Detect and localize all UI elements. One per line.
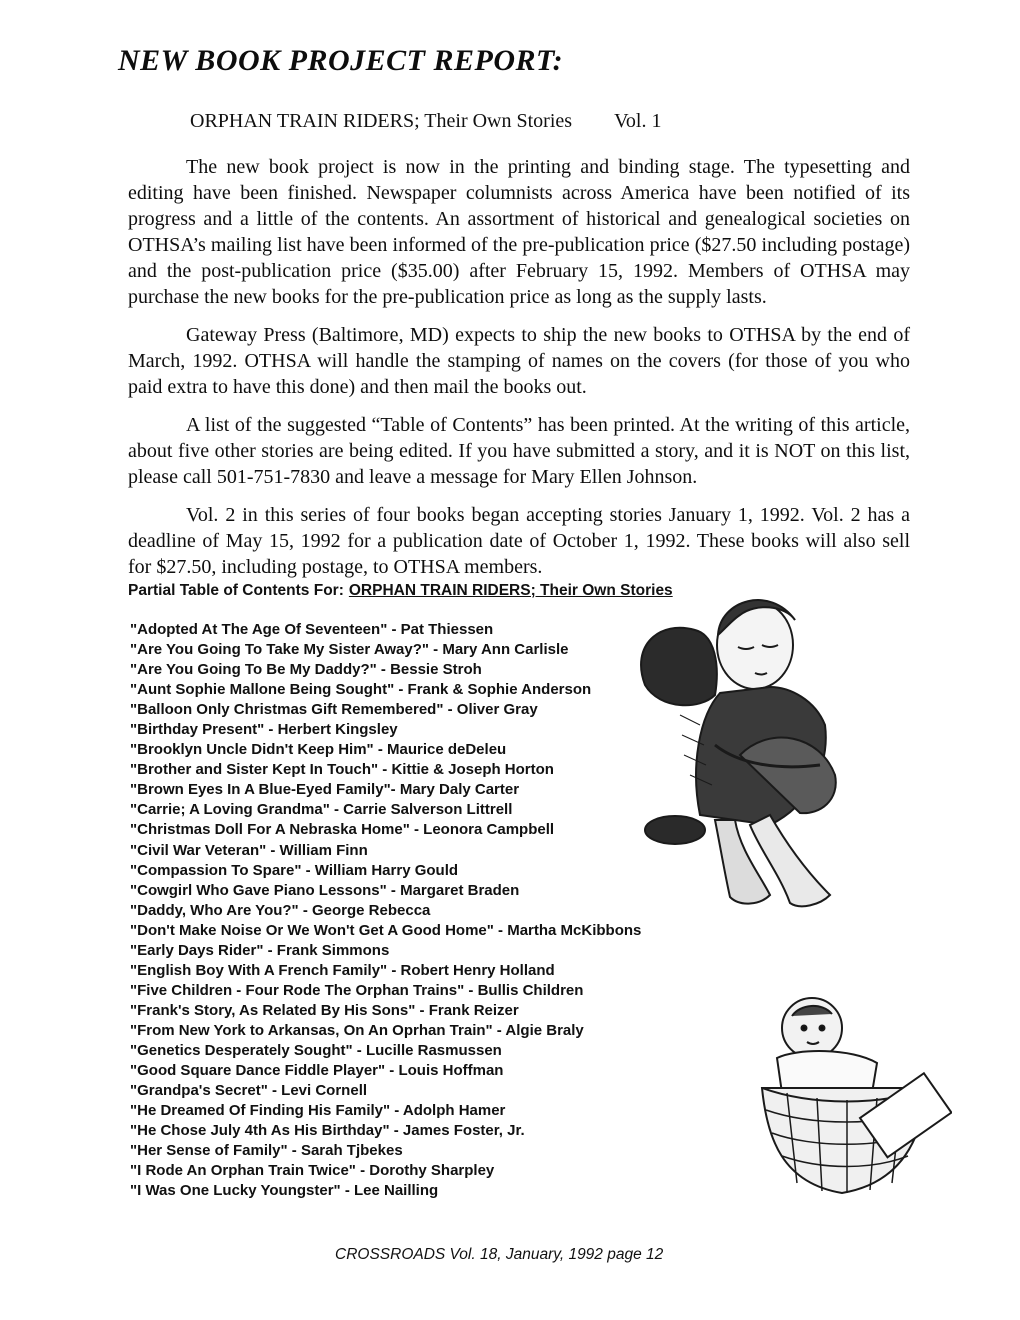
toc-entry: "Christmas Doll For A Nebraska Home" - Leonora Campbell: [130, 821, 555, 839]
toc-entry: "Cowgirl Who Gave Piano Lessons" - Margaret Braden: [130, 881, 520, 899]
toc-entry: "Good Square Dance Fiddle Player" - Louis Hoffman: [130, 1062, 504, 1080]
toc-entry: "Genetics Desperately Sought" - Lucille Rasmussen: [130, 1041, 502, 1059]
paragraph-volume-two: Vol. 2 in this series of four books began accepting stories January 1, 1992. Vol. 2 has a deadline of May 15, 1992 for a publication date of October 1, 1992. These books will also sell for $27.50, including postage, to OTHSA members.: [128, 504, 910, 578]
toc-entry: "Birthday Present" - Herbert Kingsley: [130, 721, 398, 739]
baby-in-basket-illustration: [742, 988, 952, 1203]
toc-entry: "Don't Make Noise Or We Won't Get A Good Home" - Martha McKibbons: [130, 921, 642, 939]
toc-entry: "From New York to Arkansas, On An Oprhan Train" - Algie Braly: [130, 1021, 584, 1039]
toc-entry: "Early Days Rider" - Frank Simmons: [130, 941, 390, 959]
toc-entry: "Brother and Sister Kept In Touch" - Kittie & Joseph Horton: [130, 761, 554, 779]
book-subtitle: [190, 110, 661, 133]
paragraph-shipping: Gateway Press (Baltimore, MD) expects to ship the new books to OTHSA by the end of March, 1992. OTHSA will handle the stamping of names on the covers (for those of you who paid extra to have this done) and then mail the books out.: [128, 324, 910, 398]
toc-book-title: ORPHAN TRAIN RIDERS; Their Own Stories: [348, 582, 673, 599]
toc-entry: "Balloon Only Christmas Gift Remembered" - Oliver Gray: [130, 701, 538, 719]
toc-entry: "Frank's Story, As Related By His Sons" - Frank Reizer: [130, 1001, 519, 1019]
toc-entry: "Brown Eyes In A Blue-Eyed Family"- Mary Daly Carter: [130, 781, 520, 799]
article-body: [128, 154, 910, 592]
toc-entry: "He Chose July 4th As His Birthday" - James Foster, Jr.: [130, 1122, 525, 1140]
toc-entry: "I Was One Lucky Youngster" - Lee Nailling: [130, 1182, 439, 1200]
toc-entry: "Her Sense of Family" - Sarah Tjbekes: [130, 1142, 403, 1160]
toc-entry: "Carrie; A Loving Grandma" - Carrie Salverson Littrell: [130, 801, 513, 819]
toc-entry: "Civil War Veteran" - William Finn: [130, 841, 368, 859]
page-title: NEW BOOK PROJECT REPORT:: [118, 44, 564, 77]
toc-entry: "Five Children - Four Rode The Orphan Trains" - Bullis Children: [130, 981, 584, 999]
page-footer: CROSSROADS Vol. 18, January, 1992 page 12: [335, 1246, 664, 1263]
book-title-text: ORPHAN TRAIN RIDERS; Their Own Stories: [190, 110, 573, 132]
toc-entry: "Compassion To Spare" - William Harry Gould: [130, 861, 459, 879]
toc-entry: "English Boy With A French Family" - Robert Henry Holland: [130, 961, 555, 979]
volume-label: Vol. 1: [614, 110, 662, 132]
toc-entry: "Grandpa's Secret" - Levi Cornell: [130, 1082, 368, 1100]
toc-entry: "Daddy, Who Are You?" - George Rebecca: [130, 901, 431, 919]
toc-heading: [128, 582, 673, 600]
sleeping-boy-illustration: [620, 575, 850, 925]
paragraph-printing-status: The new book project is now in the printing and binding stage. The typesetting and editing have been finished. Newspaper columnists across America have been notified of its progress and a little of the contents. An assortment of historical and genealogical societies on OTHSA’s mailing list have been informed of the pre-publication price ($27.50 including postage) and the post-publication price ($35.00) after February 15, 1992. Members of OTHSA may purchase the new books for the pre-publication price as long as the supply lasts.: [128, 156, 910, 308]
toc-entry: "Adopted At The Age Of Seventeen" - Pat Thiessen: [130, 621, 494, 638]
toc-entry: "Aunt Sophie Mallone Being Sought" - Frank & Sophie Anderson: [130, 681, 592, 699]
toc-entry: "Are You Going To Be My Daddy?" - Bessie Stroh: [130, 661, 482, 679]
toc-entry: "Brooklyn Uncle Didn't Keep Him" - Maurice deDeleu: [130, 741, 507, 759]
toc-heading-label: Partial Table of Contents For:: [128, 582, 344, 599]
paragraph-table-of-contents: A list of the suggested “Table of Contents” has been printed. At the writing of this article, about five other stories are being edited. If you have submitted a story, and it is NOT on this list, please call 501-751-7830 and leave a message for Mary Ellen Johnson.: [128, 414, 910, 488]
toc-entry: "He Dreamed Of Finding His Family" - Adolph Hamer: [130, 1102, 506, 1120]
toc-entry: "Are You Going To Take My Sister Away?" - Mary Ann Carlisle: [130, 641, 569, 659]
toc-entry: "I Rode An Orphan Train Twice" - Dorothy Sharpley: [130, 1162, 495, 1180]
